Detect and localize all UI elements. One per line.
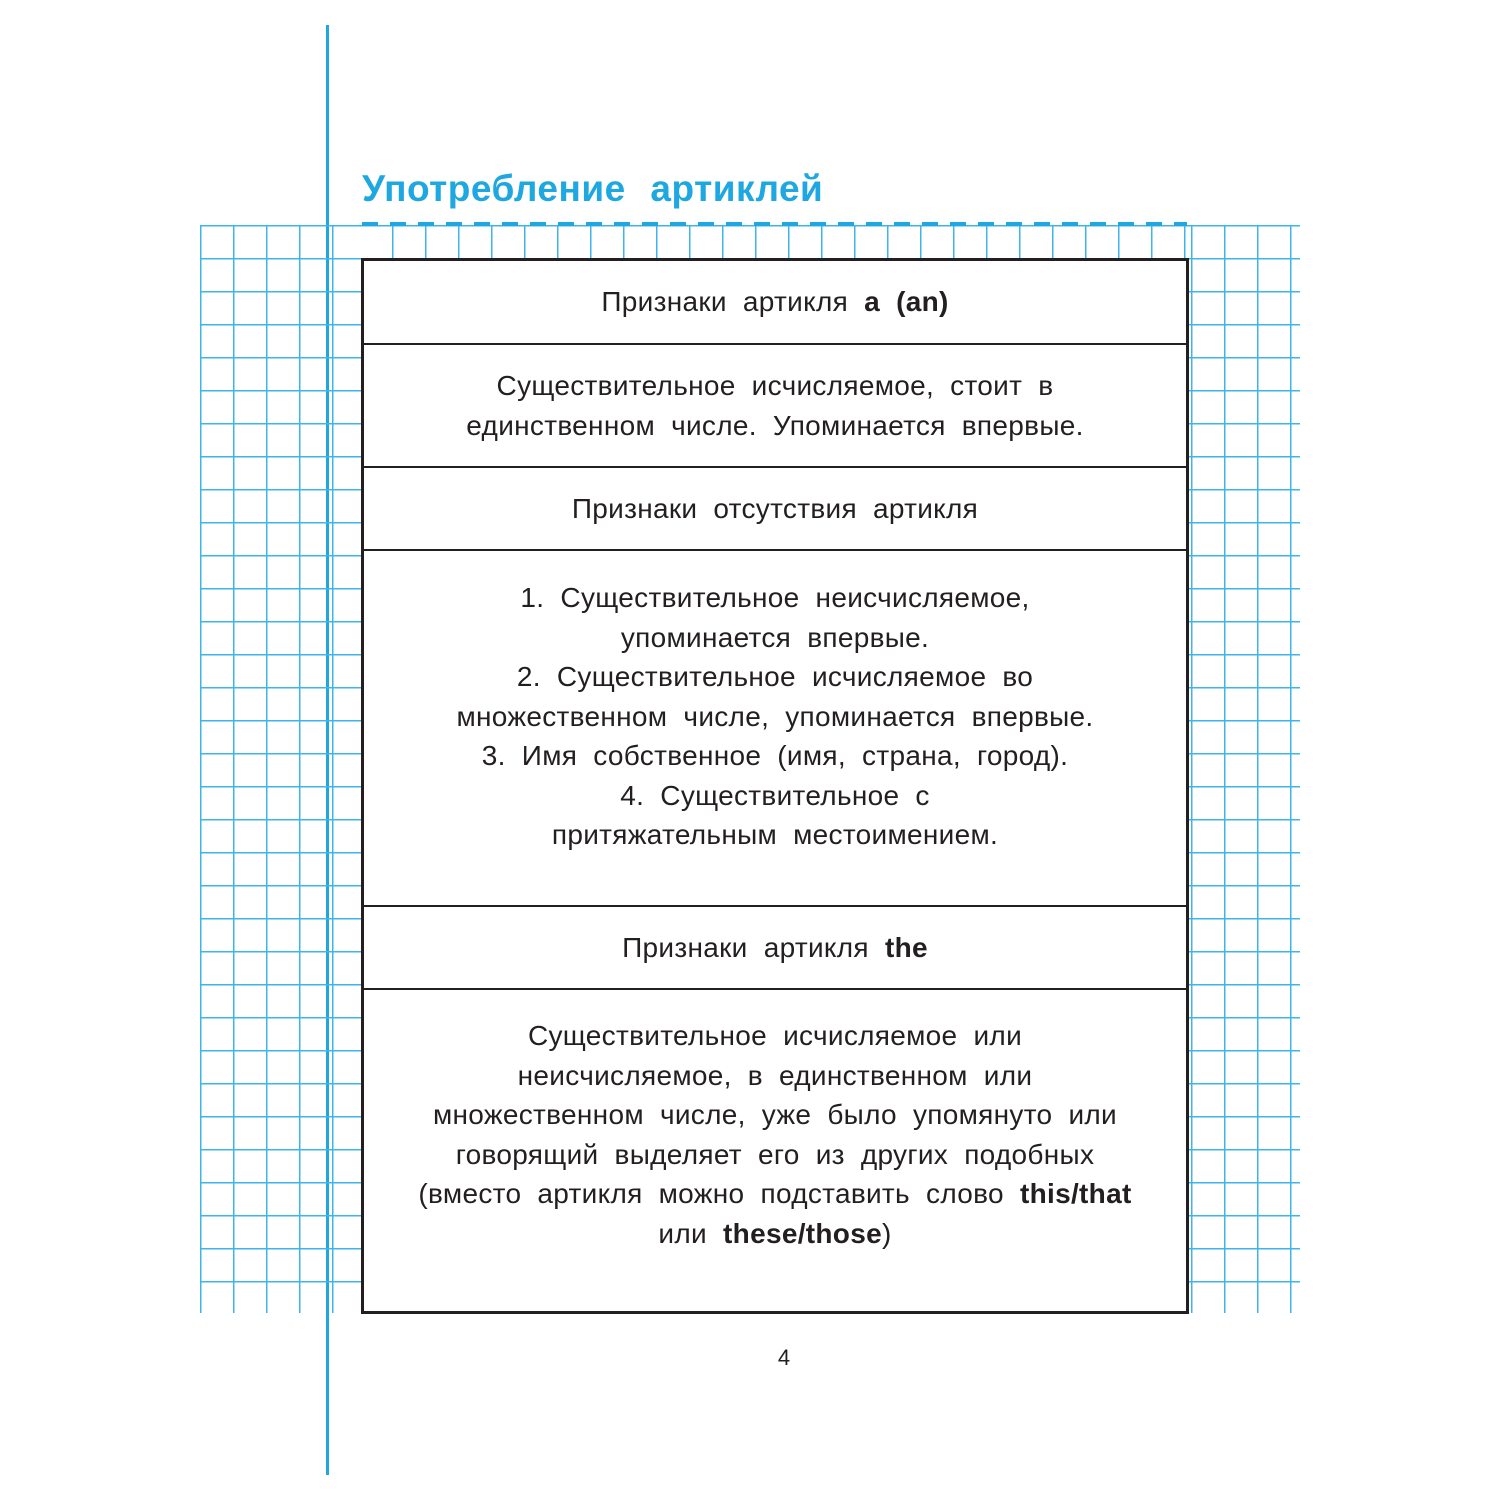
graph-paper-grid-left xyxy=(200,225,362,1313)
article-a-description-cell xyxy=(364,345,1186,468)
article-the-description-cell xyxy=(364,990,1186,1311)
zero-article-header: Признаки отсутствия артикля xyxy=(571,492,979,524)
article-a-an: a (an) xyxy=(864,286,949,318)
title-dashed-underline xyxy=(362,222,1187,226)
graph-paper-grid-right xyxy=(1187,225,1300,1313)
article-a-description: Существительное исчисляемое, стоит в единственном числе. Упоминается впервые. xyxy=(466,370,1084,441)
closing-paren: ) xyxy=(881,1217,892,1249)
example-this-that: this/that xyxy=(1019,1178,1132,1209)
header-article-a xyxy=(364,261,1186,345)
list-item: 2. Существительное исчисляемое во множественном числе, упоминается впервые. xyxy=(456,661,1094,732)
page-number: 4 xyxy=(777,1345,791,1370)
zero-article-list xyxy=(414,578,1136,855)
header-a-prefix: Признаки артикля xyxy=(601,286,849,318)
list-item: 3. Имя собственное (имя, страна, город). xyxy=(481,740,1069,771)
article-the: the xyxy=(884,931,928,963)
connector-word: или xyxy=(658,1217,707,1249)
header-zero-article xyxy=(364,468,1186,551)
articles-table xyxy=(361,258,1189,1314)
header-the-prefix: Признаки артикля xyxy=(622,931,869,963)
header-article-the xyxy=(364,907,1186,990)
example-these-those: these/those xyxy=(723,1217,882,1249)
list-item: 4. Существительное с притяжательным местоимением. xyxy=(551,779,999,850)
article-the-description: Существительное исчисляемое или неисчисляемое, в единственном или множественном числе, уже было упомянуто или говорящий выделяет его из других подобных (вместо артикля можно подставить слово this/that или these/those) xyxy=(418,1020,1132,1249)
zero-article-list-cell xyxy=(364,551,1186,907)
page-title: Употребление артиклей xyxy=(362,168,824,209)
graph-paper-grid-top xyxy=(362,225,1187,258)
list-item: 1. Существительное неисчисляемое, упоминается впервые. xyxy=(520,582,1030,653)
